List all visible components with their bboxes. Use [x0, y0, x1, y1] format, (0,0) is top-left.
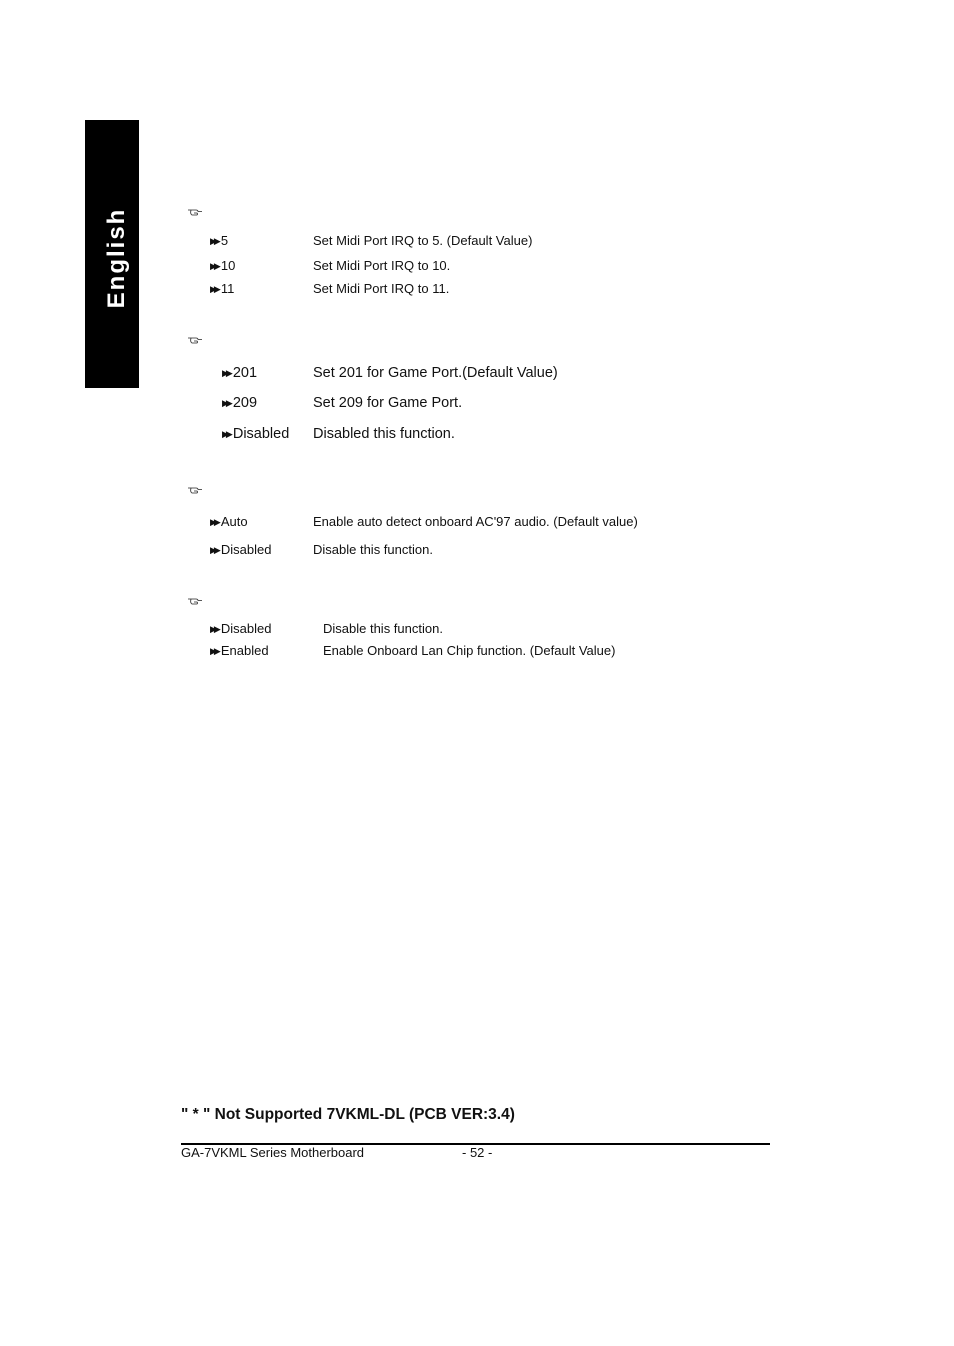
pointing-hand-icon — [187, 207, 203, 217]
option-description: Set Midi Port IRQ to 5. (Default Value) — [313, 233, 533, 248]
option-description: Set 209 for Game Port. — [313, 395, 463, 411]
pointing-hand-icon — [187, 485, 203, 495]
option-description: Disable this function. — [313, 542, 433, 557]
double-arrow-icon: ▶▶ — [210, 646, 218, 656]
page-number: - 52 - — [462, 1145, 493, 1160]
pointing-hand-icon — [187, 596, 203, 606]
option-item: ▶▶ Disabled — [210, 542, 272, 557]
double-arrow-icon: ▶▶ — [210, 517, 218, 527]
pointing-hand-icon — [187, 335, 203, 345]
double-arrow-icon: ▶▶ — [210, 624, 218, 634]
option-description: Disable this function. — [323, 621, 443, 636]
option-item: ▶▶ 201 — [222, 365, 258, 381]
double-arrow-icon: ▶▶ — [210, 545, 218, 555]
option-description: Set Midi Port IRQ to 11. — [313, 281, 450, 296]
option-item: ▶▶ Auto — [210, 514, 248, 529]
option-description: Enable auto detect onboard AC'97 audio. (Default value) — [313, 514, 638, 529]
footer-product-name: GA-7VKML Series Motherboard — [181, 1145, 365, 1160]
double-arrow-icon: ▶▶ — [210, 261, 218, 271]
option-description: Enable Onboard Lan Chip function. (Default Value) — [323, 643, 616, 658]
double-arrow-icon: ▶▶ — [210, 236, 218, 246]
option-item: ▶▶ 5 — [210, 233, 229, 248]
support-note: " * " Not Supported 7VKML-DL (PCB VER:3.4) — [181, 1106, 515, 1123]
option-item: ▶▶ Enabled — [210, 643, 269, 658]
option-description: Disabled this function. — [313, 426, 455, 442]
double-arrow-icon: ▶▶ — [222, 429, 230, 439]
option-item: ▶▶ Disabled — [210, 621, 272, 636]
option-item: ▶▶ 11 — [210, 281, 235, 296]
option-description: Set 201 for Game Port.(Default Value) — [313, 365, 558, 381]
double-arrow-icon: ▶▶ — [210, 284, 218, 294]
double-arrow-icon: ▶▶ — [222, 398, 230, 408]
option-description: Set Midi Port IRQ to 10. — [313, 258, 451, 273]
option-item: ▶▶ Disabled — [222, 426, 290, 442]
option-item: ▶▶ 209 — [222, 395, 258, 411]
language-tab-label: English — [103, 207, 130, 309]
double-arrow-icon: ▶▶ — [222, 368, 230, 378]
option-item: ▶▶ 10 — [210, 258, 236, 273]
